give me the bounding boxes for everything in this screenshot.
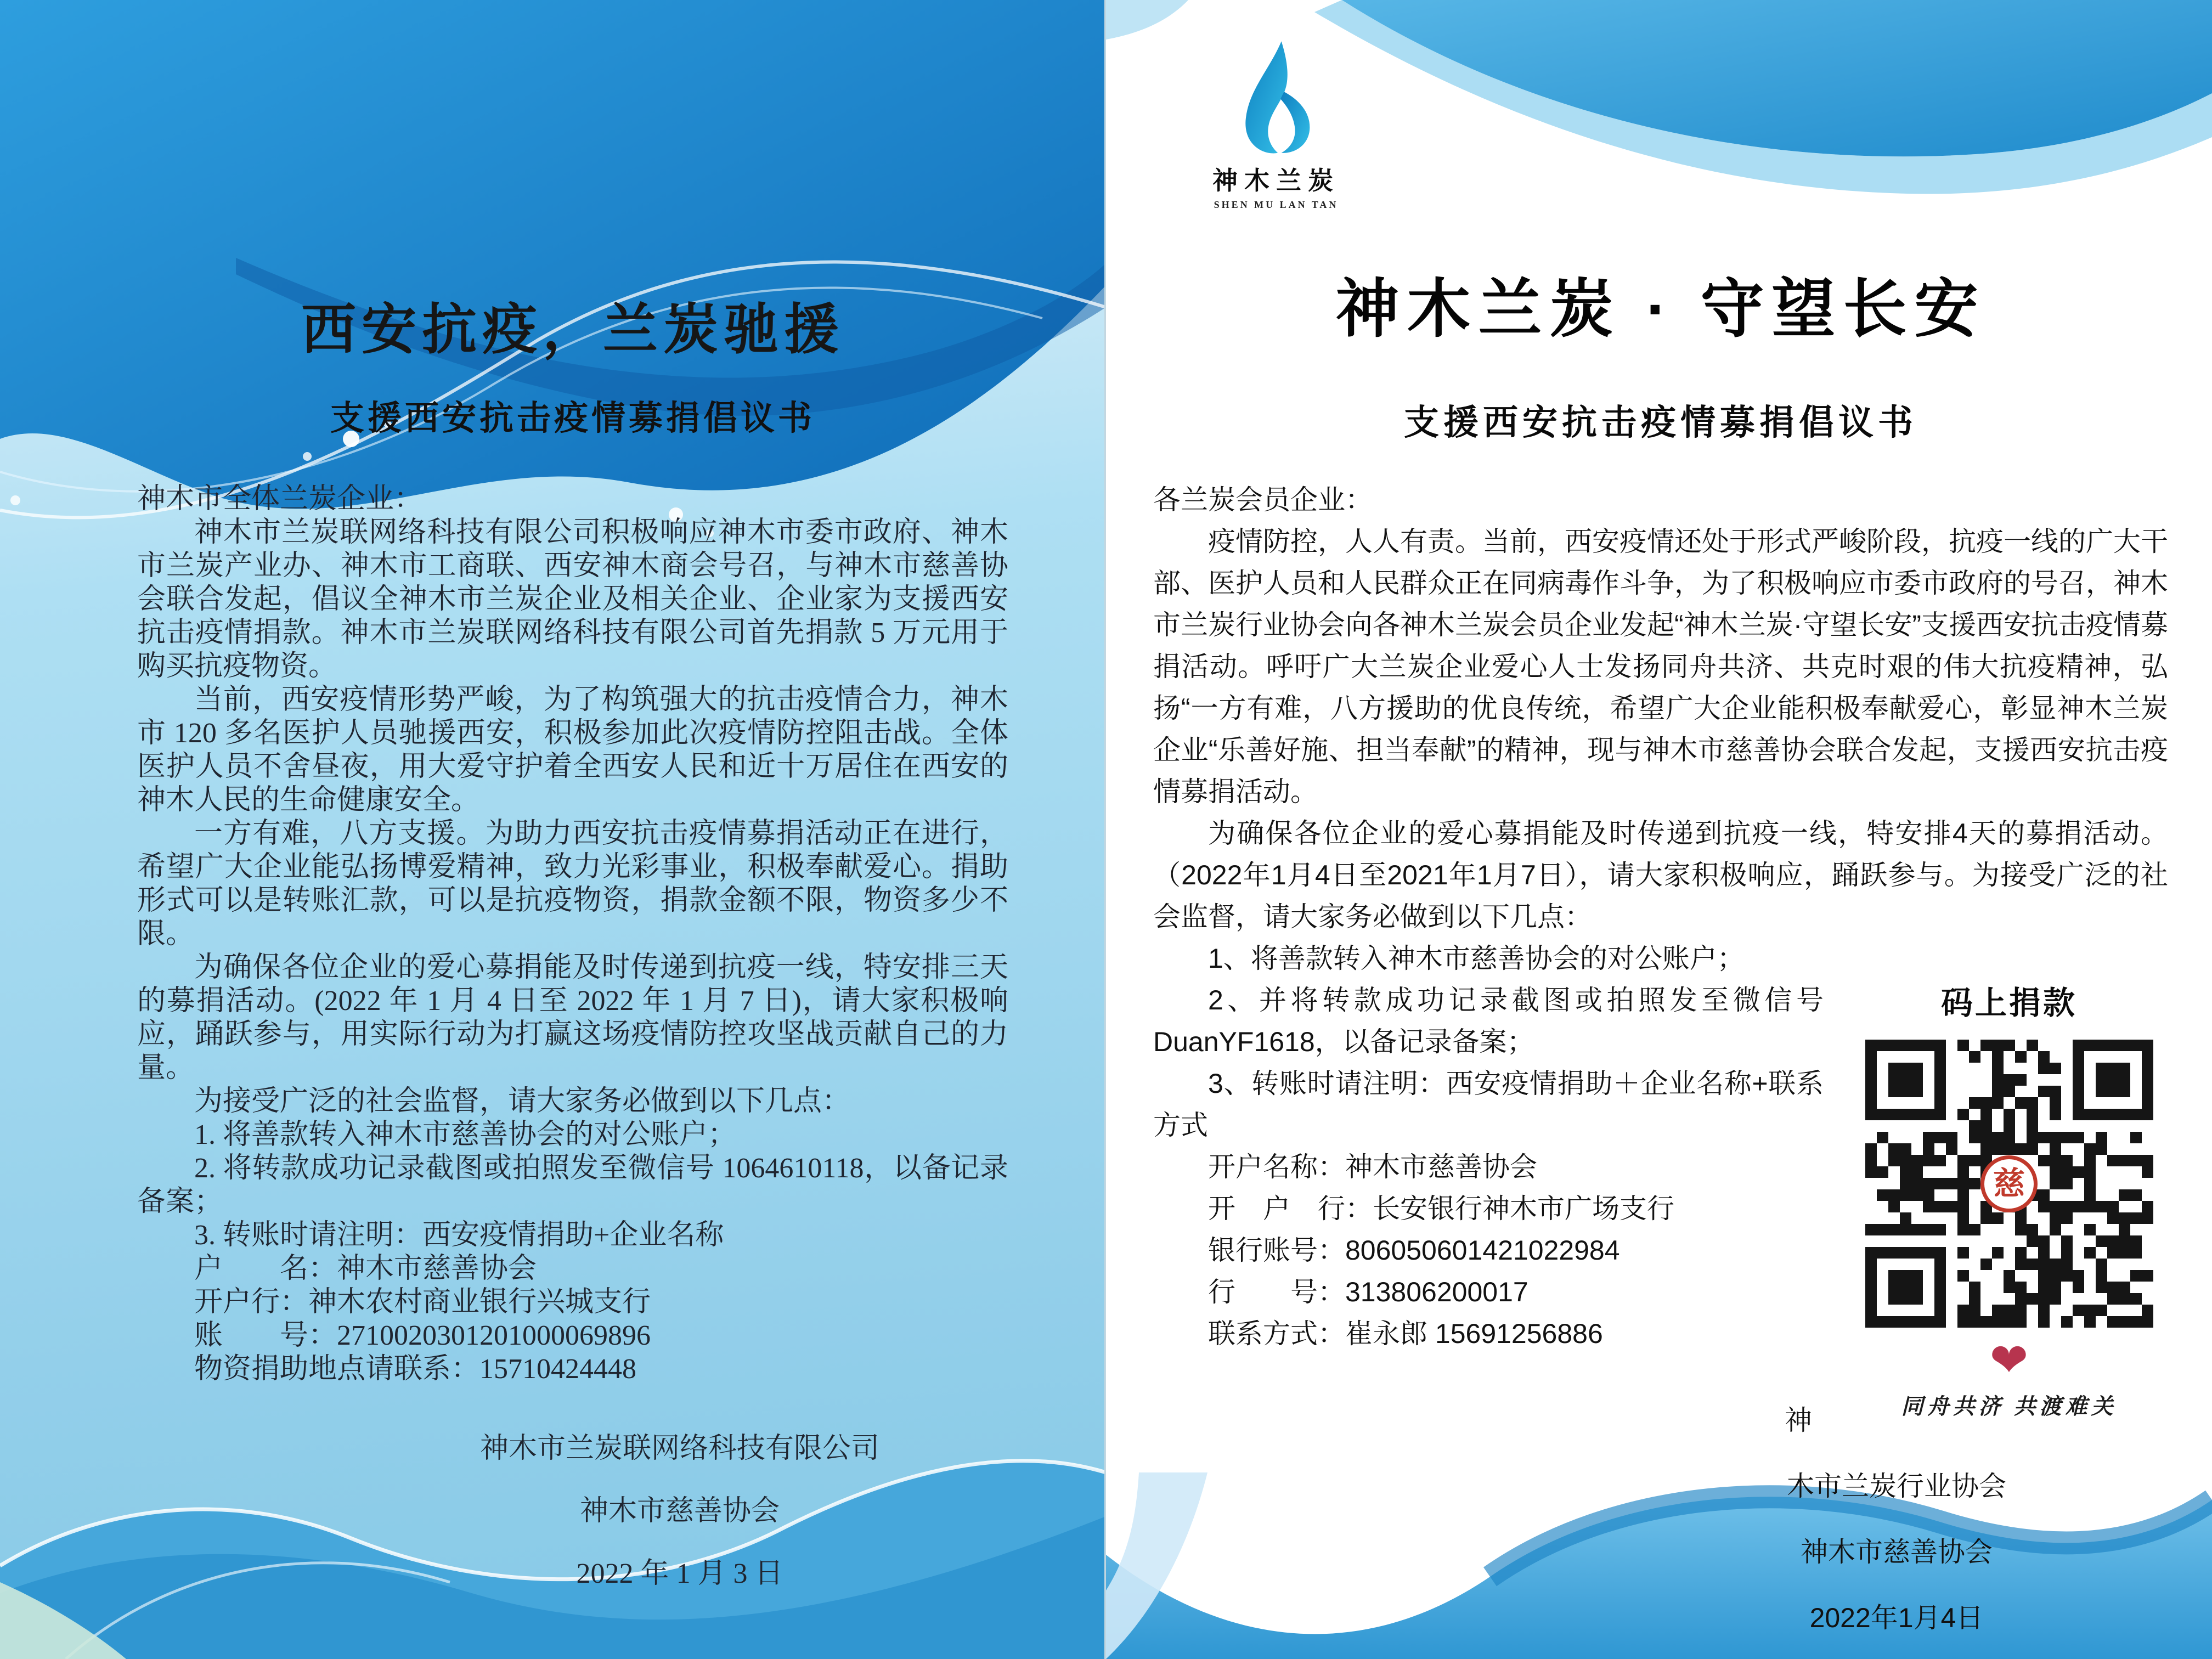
left-body-text — [137, 482, 1008, 1386]
left-supplies-contact: 物资捐助地点请联系：15710424448 — [194, 1353, 637, 1385]
qr-heading: 码上捐款 — [1940, 985, 2077, 1021]
right-page-title: 神木兰炭 · 守望长安 — [1335, 273, 1986, 345]
right-paragraph: 疫情防控，人人有责。当前，西安疫情还处于形式严峻阶段，抗疫一线的广大干部、医护人员和人民群众正在同病毒作斗争，为了积极响应市委市政府的号召，神木市兰炭行业协会向各神木兰炭会员企业发起“神木兰炭·守望长安”支援西安抗击疫情募捐活动。呼吁广大兰炭企业爱心人士发扬同舟共济、共克时艰的伟大抗疫精神，弘扬“一方有难，八方援助的优良传统，希望广大企业能积极奉献爱心，彰显神木兰炭企业“乐善好施、担当奉献”的精神，现与神木市慈善协会联合发起，支援西安抗击疫情募捐活动。 — [1153, 526, 2168, 807]
flame-icon — [1221, 40, 1331, 155]
left-account-number: 账 号：2710020301201000069896 — [194, 1320, 651, 1351]
left-list-item: 1. 将善款转入神木市慈善协会的对公账户； — [194, 1119, 737, 1150]
logo-name-cn: 神木兰炭 — [1212, 166, 1340, 195]
left-paragraph: 神木市兰炭联网络科技有限公司积极响应神木市委市政府、神木市兰炭产业办、神木市工商联、西安神木商会号召，与神木市慈善协会联合发起，倡议全神木市兰炭企业及相关企业、企业家为支援西安抗击疫情捐款。神木市兰炭联网络科技有限公司首先捐款 5 万元用于购买抗疫物资。 — [137, 517, 1008, 682]
left-page-content — [0, 0, 1104, 1605]
signature-line-association: 神木市慈善协会 — [579, 1496, 780, 1527]
signature-line-charity: 神木市慈善协会 — [1801, 1537, 1993, 1567]
qr-donation-box — [1850, 983, 2168, 1427]
logo-name-en: SHEN MU LAN TAN — [1214, 199, 1339, 210]
right-contact-person: 联系方式：崔永郎 15691256886 — [1208, 1318, 1603, 1349]
left-list-item: 3. 转账时请注明：西安疫情捐助+企业名称 — [194, 1220, 724, 1251]
company-logo — [1188, 40, 1364, 211]
right-bank-code: 行 号：313806200017 — [1208, 1277, 1528, 1307]
right-account-bank: 开 户 行：长安银行神木市广场支行 — [1208, 1193, 1674, 1224]
right-paragraph: 为确保各位企业的爱心募捐能及时传递到抗疫一线，特安排4天的募捐活动。（2022年1月4日至2021年1月7日），请大家积极响应，踊跃参与。为接受广泛的社会监督，请大家务必做到以下几点： — [1153, 818, 2168, 932]
left-account-name: 户 名：神木市慈善协会 — [194, 1253, 537, 1284]
left-paragraph: 一方有难，八方支援。为助力西安抗击疫情募捐活动正在进行，希望广大企业能弘扬博爱精神，致力光彩事业，积极奉献爱心。捐助形式可以是转账汇款，可以是抗疫物资，捐款金额不限，物资多少不限。 — [137, 818, 1008, 950]
heart-icon: ❤ — [1989, 1334, 2029, 1386]
qr-caption: 同舟共济 共渡难关 — [1901, 1394, 2117, 1419]
left-salutation: 神木市全体兰炭企业： — [137, 483, 423, 515]
right-account-number: 银行账号：806050601421022984 — [1208, 1235, 1620, 1266]
right-list-item: 1、将善款转入神木市慈善协会的对公账户； — [1208, 943, 1745, 974]
left-list-item: 2. 将转款成功记录截图或拍照发至微信号 1064610118，以备记录备案； — [137, 1153, 1008, 1217]
donation-qr-code — [1865, 1040, 2153, 1328]
left-paragraph: 为确保各位企业的爱心募捐能及时传递到抗疫一线，特安排三天的募捐活动。(2022 年 1 月 4 日至 2022 年 1 月 7 日)，请大家积极响应，踊跃参与，用实际行动为打赢这场疫情防控攻坚战贡献自己的力量。 — [137, 952, 1008, 1084]
left-paragraph: 当前，西安疫情形势严峻，为了构筑强大的抗击疫情合力，神木市 120 多名医护人员驰援西安，积极参加此次疫情防控阻击战。全体医护人员不舍昼夜，用大爱守护着全西安人民和近十万居住在西安的神木人民的生命健康安全。 — [137, 684, 1008, 816]
right-page-subtitle: 支援西安抗击疫情募捐倡议书 — [1404, 403, 1917, 442]
page-right — [1106, 0, 2212, 1659]
left-page-subtitle: 支援西安抗击疫情募捐倡议书 — [330, 400, 815, 437]
left-signature-block — [480, 1418, 879, 1605]
left-supervision-note: 为接受广泛的社会监督，请大家务必做到以下几点： — [194, 1086, 851, 1117]
right-account-name: 开户名称：神木市慈善协会 — [1208, 1152, 1537, 1182]
right-salutation: 各兰炭会员企业： — [1153, 484, 1373, 515]
signature-line-date: 2022年1月4日 — [1809, 1602, 1984, 1633]
right-body-text — [1153, 479, 2168, 1419]
right-page-content — [1106, 0, 2212, 1651]
left-page-title: 西安抗疫，兰炭驰援 — [301, 300, 844, 360]
right-list-item: 3、转账时请注明：西安疫情捐助＋企业名称+联系方式 — [1153, 1068, 1824, 1141]
charity-emblem-icon: 慈 — [1980, 1155, 2038, 1212]
signature-line-association: 神木市兰炭行业协会 — [1785, 1405, 2006, 1502]
signature-line-company: 神木市兰炭联网络科技有限公司 — [479, 1433, 879, 1464]
left-account-bank: 开户行：神木农村商业银行兴城支行 — [194, 1286, 651, 1318]
signature-line-date: 2022 年 1 月 3 日 — [576, 1558, 783, 1589]
right-list-item: 2、并将转款成功记录截图或拍照发至微信号DuanYF1618，以备记录备案； — [1153, 985, 1824, 1057]
